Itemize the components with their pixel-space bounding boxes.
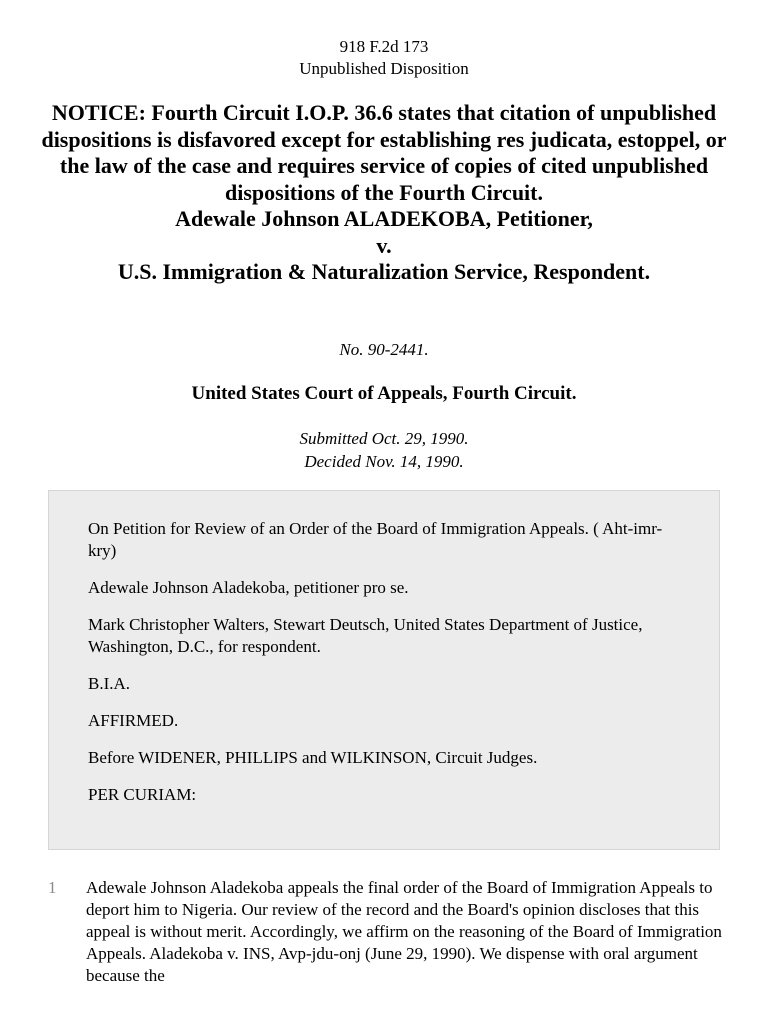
notice-text: NOTICE: Fourth Circuit I.O.P. 36.6 states that citation of unpublished dispositions is disfavored except for establishing res judicata, estoppel, or the law of the case and requires service of copies of cited unpublished dispositions of the Fourth Circuit. bbox=[41, 100, 727, 205]
disposition-result: AFFIRMED. bbox=[88, 711, 179, 730]
paragraph-text: Adewale Johnson Aladekoba appeals the final order of the Board of Immigration Appeals to deport him to Nigeria. Our review of the record and the Board's opinion discloses that this appeal is without merit. Accordingly, we affirm on the reasoning of the Board of Immigration Appeals. Aladekoba v. INS, Avp-jdu-onj (June 29, 1990). We dispense with oral argument because the bbox=[86, 878, 722, 985]
submitted-date: Submitted Oct. 29, 1990. bbox=[299, 429, 469, 448]
case-header bbox=[0, 36, 768, 80]
petition-description: On Petition for Review of an Order of the Board of Immigration Appeals. ( Aht-imr-kry) bbox=[88, 519, 663, 560]
respondent-counsel: Mark Christopher Walters, Stewart Deutsch, United States Department of Justice, Washington, D.C., for respondent. bbox=[88, 615, 643, 656]
decided-date: Decided Nov. 14, 1990. bbox=[304, 452, 464, 471]
opinion-body bbox=[48, 877, 748, 987]
case-citation: 918 F.2d 173 bbox=[339, 37, 429, 56]
case-dates bbox=[0, 427, 768, 473]
judges-panel: Before WIDENER, PHILLIPS and WILKINSON, Circuit Judges. bbox=[88, 748, 538, 767]
paragraph-number: 1 bbox=[48, 878, 57, 897]
petitioner-counsel: Adewale Johnson Aladekoba, petitioner pro se. bbox=[88, 578, 409, 597]
case-summary-box bbox=[48, 490, 720, 850]
petitioner-line: Adewale Johnson ALADEKOBA, Petitioner, bbox=[175, 206, 593, 231]
per-curiam-label: PER CURIAM: bbox=[88, 785, 197, 804]
court-name: United States Court of Appeals, Fourth Circuit. bbox=[191, 383, 577, 404]
opinion-paragraph bbox=[48, 877, 748, 987]
versus-line: v. bbox=[376, 232, 392, 258]
docket-number: No. 90-2441. bbox=[339, 340, 429, 359]
disposition-label: Unpublished Disposition bbox=[299, 59, 469, 78]
notice-heading bbox=[40, 100, 728, 286]
agency-label: B.I.A. bbox=[88, 674, 131, 693]
respondent-line: U.S. Immigration & Naturalization Service, Respondent. bbox=[117, 259, 651, 284]
